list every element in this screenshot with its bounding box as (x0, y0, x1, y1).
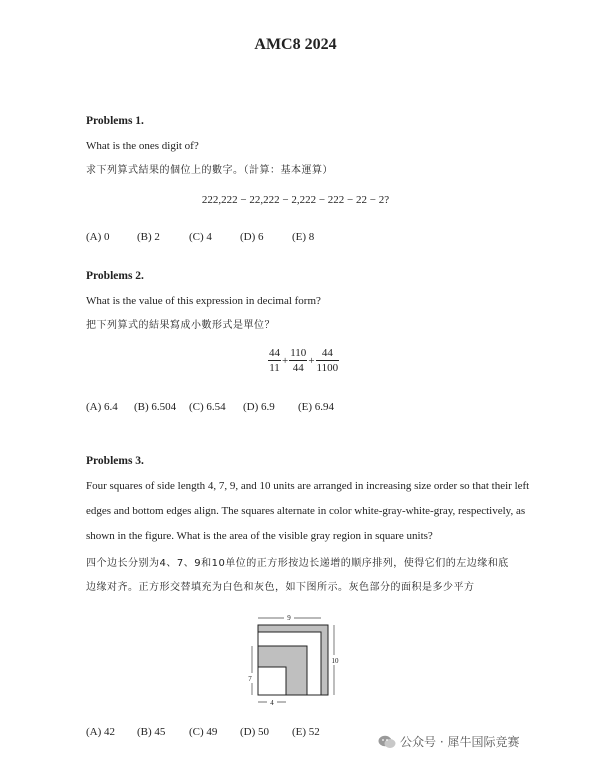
wechat-icon (378, 735, 396, 749)
problem-3-question-en: Four squares of side length 4, 7, 9, and 10 units are arranged in increasing size order so that their left edges and bottom edges align. The squares alternate in color white-gray-white-gray, respectively, as shown in the figure. What is the area of the visible gray region in square units? (86, 480, 530, 542)
problem-3-choice-e: (E) 52 (292, 726, 320, 738)
dimension-label-top: 9 (287, 614, 291, 622)
problem-1-question-en: What is the ones digit of? (86, 140, 199, 152)
dimension-label-bottom: 4 (270, 699, 274, 707)
problem-2-question-en: What is the value of this expression in decimal form? (86, 295, 321, 307)
fraction-1 (268, 346, 281, 375)
problem-1-choice-c: (C) 4 (189, 231, 212, 243)
square-4 (258, 667, 286, 695)
problem-3-choice-d: (D) 50 (240, 726, 270, 738)
problem-3-choice-a: (A) 42 (86, 726, 116, 738)
problem-1-question-cn: 求下列算式結果的個位上的數字。（計算：基本運算） (86, 165, 333, 176)
problem-3-heading: Problems 3. (86, 455, 144, 467)
problem-1-heading: Problems 1. (86, 115, 144, 127)
problem-2-heading: Problems 2. (86, 270, 144, 282)
problem-2-choice-d: (D) 6.9 (243, 401, 275, 413)
problem-1-expression: 222,222 − 22,222 − 2,222 − 222 − 22 − 2? (201, 194, 390, 206)
problem-1-choice-e: (E) 8 (292, 231, 315, 243)
watermark-text: 公众号 · 犀牛国际竞赛 (400, 735, 520, 749)
dimension-label-left: 7 (248, 675, 252, 683)
problem-3-choice-c: (C) 49 (189, 726, 218, 738)
problem-2-expression (268, 346, 339, 375)
problem-1-choice-d: (D) 6 (240, 231, 264, 243)
fraction-3 (316, 346, 340, 375)
problem-2-choice-b: (B) 6.504 (134, 401, 177, 413)
problem-3-question-cn-line2: 边缘对齐。正方形交替填充为白色和灰色，如下图所示。灰色部分的面积是多少平方 (86, 582, 475, 593)
problem-1-choice-b: (B) 2 (137, 231, 160, 243)
problem-2-choice-e: (E) 6.94 (298, 401, 335, 413)
plus-sign-1: + (282, 354, 289, 367)
problem-3-choice-b: (B) 45 (137, 726, 166, 738)
fraction-2-denominator: 44 (292, 362, 304, 374)
fraction-1-numerator: 44 (269, 347, 280, 359)
fraction-3-numerator: 44 (316, 346, 340, 361)
document-title: AMC8 2024 (254, 36, 337, 53)
problem-1-choice-a: (A) 0 (86, 231, 110, 243)
fraction-1-denominator: 11 (269, 362, 280, 374)
problem-3-question-cn-line1: 四个边长分别为4、7、9和10单位的正方形按边长递增的顺序排列，使得它们的左边缘和底 (86, 558, 509, 569)
fraction-3-denominator: 1100 (316, 362, 339, 374)
squares-figure (238, 608, 348, 708)
fraction-2-numerator: 110 (290, 347, 307, 359)
watermark (378, 733, 519, 751)
problem-2-choice-c: (C) 6.54 (189, 401, 226, 413)
problem-2-choice-a: (A) 6.4 (86, 401, 118, 413)
problem-2-question-cn: 把下列算式的結果寫成小數形式是單位？ (86, 320, 275, 331)
dimension-label-right: 10 (331, 657, 339, 665)
plus-sign-2: + (308, 354, 315, 367)
fraction-2 (289, 346, 307, 375)
